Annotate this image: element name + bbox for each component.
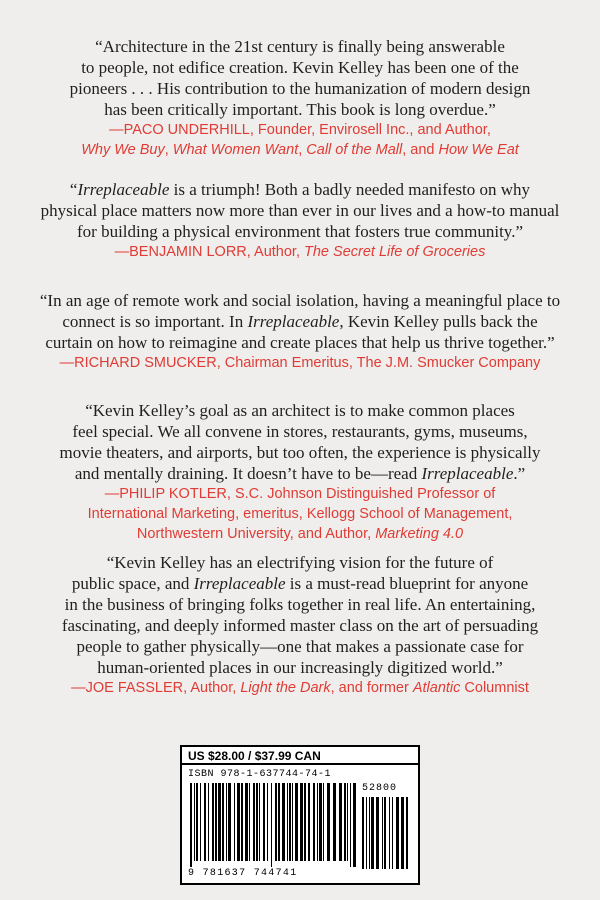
quote-fragment: is a triumph! Both a badly needed manifesto on why xyxy=(169,180,531,199)
book-title: The Secret Life of Groceries xyxy=(304,244,486,260)
barcode-bar xyxy=(353,783,356,867)
attribution-fragment: Columnist xyxy=(460,680,529,696)
quote-text xyxy=(30,552,570,678)
quote-line: has been critically important. This book is long overdue.” xyxy=(104,100,496,119)
barcode-bar xyxy=(382,797,383,869)
barcode-bar xyxy=(319,783,322,861)
attribution xyxy=(30,120,570,160)
quote-line: “Architecture in the 21st century is finally being answerable xyxy=(95,37,505,56)
barcode-bar xyxy=(369,797,370,869)
price-code: 52800 xyxy=(362,783,398,794)
quote-text xyxy=(30,179,570,242)
quote-line: curtain on how to reimagine and create places that help us thrive together.” xyxy=(45,333,555,352)
barcode-bar xyxy=(396,797,399,869)
attribution-line: —RICHARD SMUCKER, Chairman Emeritus, The J.M. Smucker Company xyxy=(59,355,541,371)
barcode-bar xyxy=(190,783,192,867)
open-quote: “ xyxy=(69,180,78,199)
quote-line xyxy=(30,573,570,594)
barcode-bar xyxy=(282,783,285,861)
attribution-line xyxy=(30,242,570,262)
barcode-bar xyxy=(371,797,374,869)
barcode-bar xyxy=(249,783,250,861)
attribution xyxy=(30,242,570,262)
book-title: How We Eat xyxy=(438,142,519,158)
barcode-bar xyxy=(271,783,272,867)
ean-digits: 9 781637 744741 xyxy=(188,868,298,879)
barcode-bar xyxy=(300,783,303,861)
endorsement-underhill xyxy=(30,36,570,160)
book-title: Light the Dark xyxy=(240,680,331,696)
barcode-bar xyxy=(204,783,206,861)
price-addon-barcode xyxy=(360,797,410,875)
barcode-bar xyxy=(327,783,330,861)
book-title: Why We Buy xyxy=(81,142,165,158)
endorsement-lorr xyxy=(30,179,570,262)
barcode-bar xyxy=(222,783,224,861)
barcode-bar xyxy=(253,783,255,861)
barcode-bar xyxy=(401,797,404,869)
quote-line: feel special. We all convene in stores, restaurants, gyms, museums, xyxy=(72,422,528,441)
book-title: Irreplaceable xyxy=(193,574,286,593)
separator: , and xyxy=(402,142,439,158)
barcode-bar xyxy=(295,783,298,861)
barcode-bar xyxy=(287,783,288,861)
quote-text xyxy=(30,400,570,484)
attribution xyxy=(30,484,570,544)
ean-barcode xyxy=(188,783,356,867)
barcode-bar xyxy=(208,783,209,861)
barcode-bar xyxy=(406,797,408,869)
barcode-bar xyxy=(275,783,277,861)
quote-line: fascinating, and deeply informed master class on the art of persuading xyxy=(61,616,539,635)
barcode-bar xyxy=(256,783,258,861)
barcode-bar xyxy=(339,783,342,861)
quote-fragment: , Kevin Kelley pulls back the xyxy=(339,312,538,331)
barcode-bar xyxy=(323,783,324,861)
quote-fragment: and mentally draining. It doesn’t have to be—read xyxy=(74,464,422,483)
book-title: Irreplaceable xyxy=(247,312,340,331)
quote-line: for building a physical environment that fosters true community.” xyxy=(77,222,523,241)
barcode-bar xyxy=(226,783,227,861)
book-title: What Women Want xyxy=(172,142,299,158)
quote-line: in the business of bringing folks together in real life. An entertaining, xyxy=(64,595,536,614)
barcode-bar xyxy=(392,797,393,869)
barcode-bar xyxy=(263,783,265,861)
barcode-bar xyxy=(200,783,201,861)
price-label: US $28.00 / $37.99 CAN xyxy=(182,747,418,765)
barcode-bar xyxy=(267,783,268,861)
barcode-bar xyxy=(350,783,351,867)
barcode-bar xyxy=(308,783,310,861)
endorsement-fassler xyxy=(30,552,570,698)
attribution-name: —BENJAMIN LORR, Author, xyxy=(114,244,305,260)
quote-fragment: connect is so important. In xyxy=(62,312,248,331)
quote-fragment: .” xyxy=(513,464,526,483)
barcode-bar xyxy=(228,783,231,861)
barcode-bar xyxy=(347,783,348,861)
quote-text xyxy=(30,290,570,353)
barcode-bar xyxy=(366,797,367,869)
attribution xyxy=(30,678,570,698)
quote-line xyxy=(30,179,570,200)
barcode-bar xyxy=(237,783,240,861)
attribution-fragment: , and former xyxy=(330,680,413,696)
barcode-bar xyxy=(259,783,260,861)
quote-line xyxy=(30,463,570,484)
quote-line: human-oriented places in our increasingly digitized world.” xyxy=(97,658,503,677)
publication-title: Atlantic xyxy=(412,680,461,696)
attribution-line: —PHILIP KOTLER, S.C. Johnson Distinguished Professor of xyxy=(104,486,496,502)
barcode-bar xyxy=(194,783,195,861)
barcode-bar xyxy=(362,797,364,869)
separator: , xyxy=(164,142,173,158)
quote-line: to people, not edifice creation. Kevin Kelley has been one of the xyxy=(81,58,519,77)
attribution-fragment: Northwestern University, and Author, xyxy=(136,526,376,542)
attribution-line: International Marketing, emeritus, Kellogg School of Management, xyxy=(87,506,513,522)
book-title: Irreplaceable xyxy=(77,180,170,199)
barcode-bar xyxy=(333,783,336,861)
attribution-line xyxy=(30,140,570,160)
quote-line: people to gather physically—one that makes a passionate case for xyxy=(76,637,524,656)
quote-fragment: public space, and xyxy=(71,574,194,593)
barcode-bar xyxy=(292,783,293,861)
attribution xyxy=(30,353,570,373)
book-title: Irreplaceable xyxy=(421,464,514,483)
barcode-bar xyxy=(344,783,346,861)
barcode-bar xyxy=(278,783,280,861)
quote-line: pioneers . . . His contribution to the humanization of modern design xyxy=(69,79,531,98)
barcode-bar xyxy=(218,783,221,861)
barcode-bar xyxy=(384,797,386,869)
barcode-bar xyxy=(215,783,217,861)
isbn-label: ISBN 978-1-637744-74-1 xyxy=(188,769,332,780)
attribution-line: —PACO UNDERHILL, Founder, Envirosell Inc., and Author, xyxy=(109,122,491,138)
barcode-bar xyxy=(313,783,315,861)
barcode-bar xyxy=(376,797,379,869)
quote-line: physical place matters now more than ever in our lives and a how-to manual xyxy=(40,201,560,220)
barcode-bar xyxy=(304,783,306,861)
attribution-fragment: —JOE FASSLER, Author, xyxy=(71,680,241,696)
quote-line: “In an age of remote work and social isolation, having a meaningful place to xyxy=(39,291,561,310)
attribution-line xyxy=(30,678,570,698)
barcode-bar xyxy=(196,783,198,861)
quote-line: movie theaters, and airports, but too often, the experience is physically xyxy=(59,443,541,462)
endorsement-smucker xyxy=(30,290,570,373)
barcode-bar xyxy=(241,783,243,861)
barcode-bar xyxy=(389,797,390,869)
barcode-bar xyxy=(212,783,214,861)
barcode-panel xyxy=(180,745,420,885)
quote-line: “Kevin Kelley has an electrifying vision for the future of xyxy=(106,553,494,572)
book-title: Marketing 4.0 xyxy=(375,526,464,542)
barcode-bar xyxy=(245,783,248,861)
barcode-bar xyxy=(289,783,291,861)
quote-line xyxy=(30,311,570,332)
barcode-bar xyxy=(234,783,235,861)
quote-line: “Kevin Kelley’s goal as an architect is to make common places xyxy=(85,401,515,420)
endorsement-kotler xyxy=(30,400,570,544)
quote-fragment: is a must-read blueprint for anyone xyxy=(285,574,529,593)
book-title: Call of the Mall xyxy=(306,142,403,158)
quote-text xyxy=(30,36,570,120)
attribution-line xyxy=(30,524,570,544)
barcode-bar xyxy=(317,783,318,861)
separator: , xyxy=(298,142,307,158)
